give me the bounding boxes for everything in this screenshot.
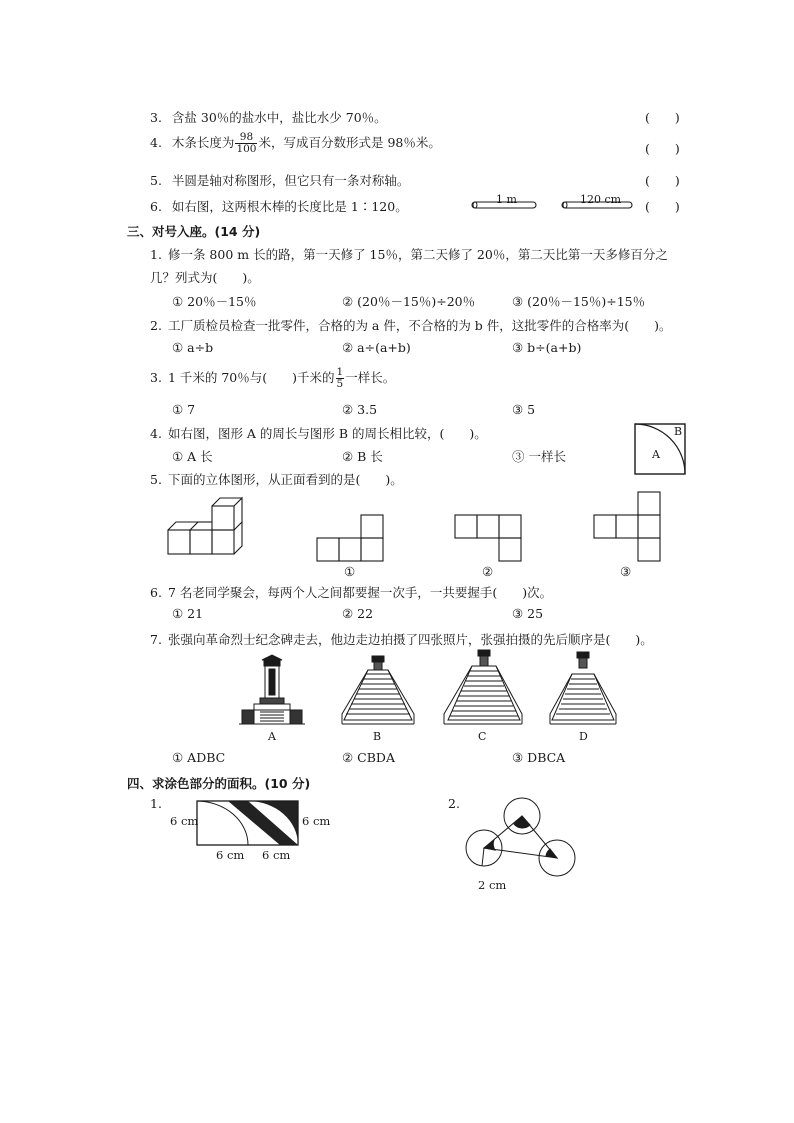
choice-item-2: 2. 工厂质检员检查一批零件，合格的为 a 件，不合格的为 b 件，这批零件的合格率为( )。 xyxy=(150,318,672,333)
figure-label-a: A xyxy=(652,448,660,461)
option-1[interactable]: ① 20％－15％ xyxy=(172,294,257,309)
judge-item-4 xyxy=(150,132,441,155)
answer-paren[interactable]: ( ) xyxy=(645,173,680,188)
option-3[interactable]: ③ 一样长 xyxy=(512,449,566,464)
item-number: 4. xyxy=(150,135,162,150)
photo-c-stairs-wide xyxy=(442,648,524,728)
view-option-1[interactable] xyxy=(316,513,388,563)
judge-item-6 xyxy=(150,197,408,215)
label-bottom-2: 6 cm xyxy=(262,848,291,862)
choice-item-5: 5. 下面的立体图形，从正面看到的是( )。 xyxy=(150,472,403,487)
option-1[interactable]: ① 7 xyxy=(172,402,196,417)
option-2[interactable]: ② a÷(a+b) xyxy=(342,340,411,355)
option-2[interactable]: ② B 长 xyxy=(342,449,383,464)
problem-1-number: 1. xyxy=(150,796,162,811)
photo-label-a: A xyxy=(268,730,276,743)
option-3[interactable]: ③ (20％－15％)÷15％ xyxy=(512,294,646,309)
option-2[interactable]: ② xyxy=(482,564,494,579)
triangle-circles-figure xyxy=(462,796,582,886)
stick-1m-label: 1 m xyxy=(496,193,517,206)
fraction: $\frac{98}{100}$ xyxy=(236,131,257,155)
item-number: 5. xyxy=(150,173,162,188)
section-4-title: 四、求涂色部分的面积。(10 分) xyxy=(127,776,311,791)
photo-label-b: B xyxy=(373,730,382,743)
item-text-post: 米，写成百分数形式是 98％米。 xyxy=(258,135,441,150)
fraction: $\frac{1}{5}$ xyxy=(336,366,344,390)
label-left: 6 cm xyxy=(170,814,199,828)
option-2[interactable]: ② CBDA xyxy=(342,750,395,765)
choice-item-1-line2: 几？列式为( )。 xyxy=(150,270,260,285)
item-text: 半圆是轴对称图形，但它只有一条对称轴。 xyxy=(171,173,410,188)
item-number: 6. xyxy=(150,199,162,214)
choice-item-4: 4. 如右图，图形 A 的周长与图形 B 的周长相比较，( )。 xyxy=(150,426,487,441)
photo-d-stairs-mid xyxy=(548,650,618,728)
option-2[interactable]: ② (20％－15％)÷20％ xyxy=(342,294,476,309)
label-right: 6 cm xyxy=(302,814,331,828)
item-number: 3. xyxy=(150,110,162,125)
answer-paren[interactable]: ( ) xyxy=(645,141,680,156)
photo-a-monument-front xyxy=(238,654,306,728)
option-1[interactable]: ① a÷b xyxy=(172,340,214,355)
option-1[interactable]: ① xyxy=(344,564,356,579)
answer-paren[interactable]: ( ) xyxy=(645,110,680,125)
choice-item-6: 6. 7 名老同学聚会，每两个人之间都要握一次手，一共要握手( )次。 xyxy=(150,585,553,600)
item-text: 如右图，这两根木棒的长度比是 1∶120。 xyxy=(171,199,408,214)
photo-label-d: D xyxy=(579,730,588,743)
judge-item-5 xyxy=(150,171,409,189)
item-text: 含盐 30％的盐水中，盐比水少 70％。 xyxy=(171,110,387,125)
choice-item-3: 3. 1 千米的 70％与( )千米的 $\frac{1}{5}$ 一样长。 xyxy=(150,366,396,390)
item-text-pre: 木条长度为 xyxy=(171,135,235,150)
figure-label-b: B xyxy=(674,425,683,438)
option-2[interactable]: ② 3.5 xyxy=(342,402,378,417)
choice-item-7: 7. 张强向革命烈士纪念碑走去，他边走边拍摄了四张照片，张强拍摄的先后顺序是( )。 xyxy=(150,632,653,647)
option-3[interactable]: ③ DBCA xyxy=(512,750,566,765)
photo-label-c: C xyxy=(478,730,487,743)
option-3[interactable]: ③ xyxy=(620,564,632,579)
option-3[interactable]: ③ b÷(a+b) xyxy=(512,340,582,355)
option-3[interactable]: ③ 5 xyxy=(512,402,536,417)
stick-120cm-label: 120 cm xyxy=(580,193,622,206)
option-1[interactable]: ① 21 xyxy=(172,606,204,621)
cube-solid-figure xyxy=(166,500,256,562)
section-3-title: 三、对号入座。(14 分) xyxy=(127,224,261,239)
shaded-rectangle-figure xyxy=(196,800,300,846)
radius-label: 2 cm xyxy=(478,878,507,892)
view-option-3[interactable] xyxy=(593,490,665,564)
option-1[interactable]: ① A 长 xyxy=(172,449,213,464)
view-option-2[interactable] xyxy=(454,513,526,563)
problem-2-number: 2. xyxy=(448,796,460,811)
option-1[interactable]: ① ADBC xyxy=(172,750,226,765)
label-bottom-1: 6 cm xyxy=(216,848,245,862)
option-3[interactable]: ③ 25 xyxy=(512,606,544,621)
answer-paren[interactable]: ( ) xyxy=(645,199,680,214)
photo-b-stairs-far xyxy=(340,654,416,728)
judge-item-3 xyxy=(150,108,387,126)
option-2[interactable]: ② 22 xyxy=(342,606,374,621)
choice-item-1-line1: 1. 修一条 800 m 长的路，第一天修了 15％，第二天修了 20％，第二天比第一天多修百分之 xyxy=(150,247,668,262)
